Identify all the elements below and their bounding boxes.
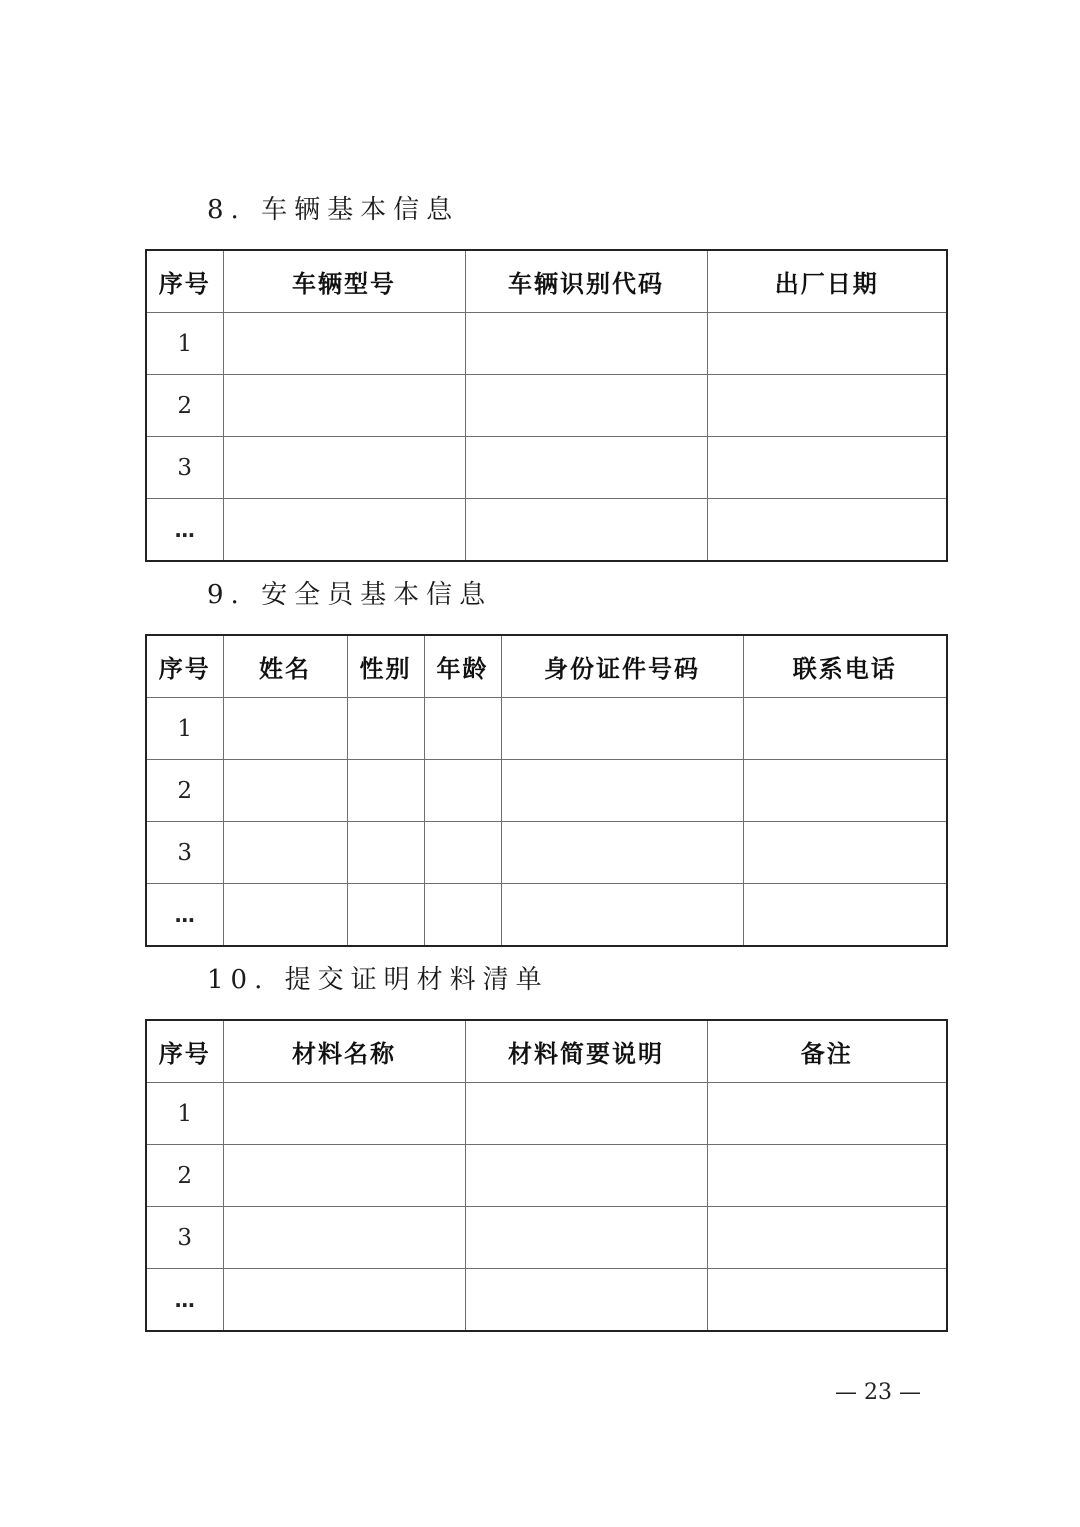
cell-vehicle-model[interactable] [223,499,465,562]
row-number: 3 [146,822,223,884]
cell-name[interactable] [223,884,347,947]
header-manufacture-date: 出厂日期 [707,250,947,313]
header-material-name: 材料名称 [223,1020,465,1083]
cell-material-description[interactable] [465,1145,707,1207]
row-number: 2 [146,760,223,822]
table-row [146,375,947,437]
cell-age[interactable] [424,760,501,822]
cell-material-name[interactable] [223,1269,465,1332]
table-header-row [146,250,947,313]
cell-name[interactable] [223,822,347,884]
table-header-row [146,635,947,698]
cell-id-number[interactable] [501,698,743,760]
page-number: — 23 — [835,1380,921,1405]
header-material-description: 材料简要说明 [465,1020,707,1083]
table-header-row [146,1020,947,1083]
header-vehicle-model: 车辆型号 [223,250,465,313]
row-number: 1 [146,313,223,375]
cell-material-name[interactable] [223,1145,465,1207]
header-gender: 性别 [347,635,424,698]
section-9-title: 9. 安全员基本信息 [207,580,493,610]
cell-material-name[interactable] [223,1207,465,1269]
cell-gender[interactable] [347,698,424,760]
header-seq: 序号 [146,635,223,698]
table-row [146,499,947,562]
row-number: 2 [146,1145,223,1207]
vehicle-info-table [145,249,948,562]
header-remarks: 备注 [707,1020,947,1083]
cell-age[interactable] [424,884,501,947]
header-seq: 序号 [146,250,223,313]
table-row [146,1269,947,1332]
cell-vin[interactable] [465,499,707,562]
table-row [146,760,947,822]
cell-name[interactable] [223,760,347,822]
table-row [146,437,947,499]
row-number: 1 [146,698,223,760]
table-row [146,822,947,884]
header-seq: 序号 [146,1020,223,1083]
cell-vin[interactable] [465,375,707,437]
cell-id-number[interactable] [501,822,743,884]
table-row [146,1207,947,1269]
cell-manufacture-date[interactable] [707,437,947,499]
row-number: 3 [146,1207,223,1269]
cell-phone[interactable] [743,822,947,884]
header-phone: 联系电话 [743,635,947,698]
cell-vin[interactable] [465,437,707,499]
cell-vehicle-model[interactable] [223,375,465,437]
cell-phone[interactable] [743,760,947,822]
cell-material-description[interactable] [465,1083,707,1145]
cell-remarks[interactable] [707,1269,947,1332]
cell-gender[interactable] [347,884,424,947]
row-number-ellipsis: … [146,884,223,947]
materials-table [145,1019,948,1332]
row-number: 1 [146,1083,223,1145]
cell-remarks[interactable] [707,1207,947,1269]
table-row [146,313,947,375]
cell-remarks[interactable] [707,1145,947,1207]
cell-name[interactable] [223,698,347,760]
cell-gender[interactable] [347,822,424,884]
cell-phone[interactable] [743,884,947,947]
cell-vin[interactable] [465,313,707,375]
section-8-title: 8. 车辆基本信息 [207,195,460,225]
table-row [146,1145,947,1207]
header-vin: 车辆识别代码 [465,250,707,313]
cell-vehicle-model[interactable] [223,313,465,375]
safety-officer-table [145,634,948,947]
header-name: 姓名 [223,635,347,698]
cell-vehicle-model[interactable] [223,437,465,499]
row-number-ellipsis: … [146,1269,223,1332]
cell-manufacture-date[interactable] [707,499,947,562]
cell-manufacture-date[interactable] [707,313,947,375]
cell-id-number[interactable] [501,760,743,822]
cell-material-description[interactable] [465,1207,707,1269]
cell-material-name[interactable] [223,1083,465,1145]
header-age: 年龄 [424,635,501,698]
cell-manufacture-date[interactable] [707,375,947,437]
row-number: 2 [146,375,223,437]
cell-id-number[interactable] [501,884,743,947]
header-id-number: 身份证件号码 [501,635,743,698]
cell-age[interactable] [424,698,501,760]
cell-phone[interactable] [743,698,947,760]
section-10-title: 10. 提交证明材料清单 [207,965,549,995]
row-number-ellipsis: … [146,499,223,562]
row-number: 3 [146,437,223,499]
cell-age[interactable] [424,822,501,884]
cell-material-description[interactable] [465,1269,707,1332]
cell-remarks[interactable] [707,1083,947,1145]
table-row [146,698,947,760]
table-row [146,1083,947,1145]
table-row [146,884,947,947]
cell-gender[interactable] [347,760,424,822]
